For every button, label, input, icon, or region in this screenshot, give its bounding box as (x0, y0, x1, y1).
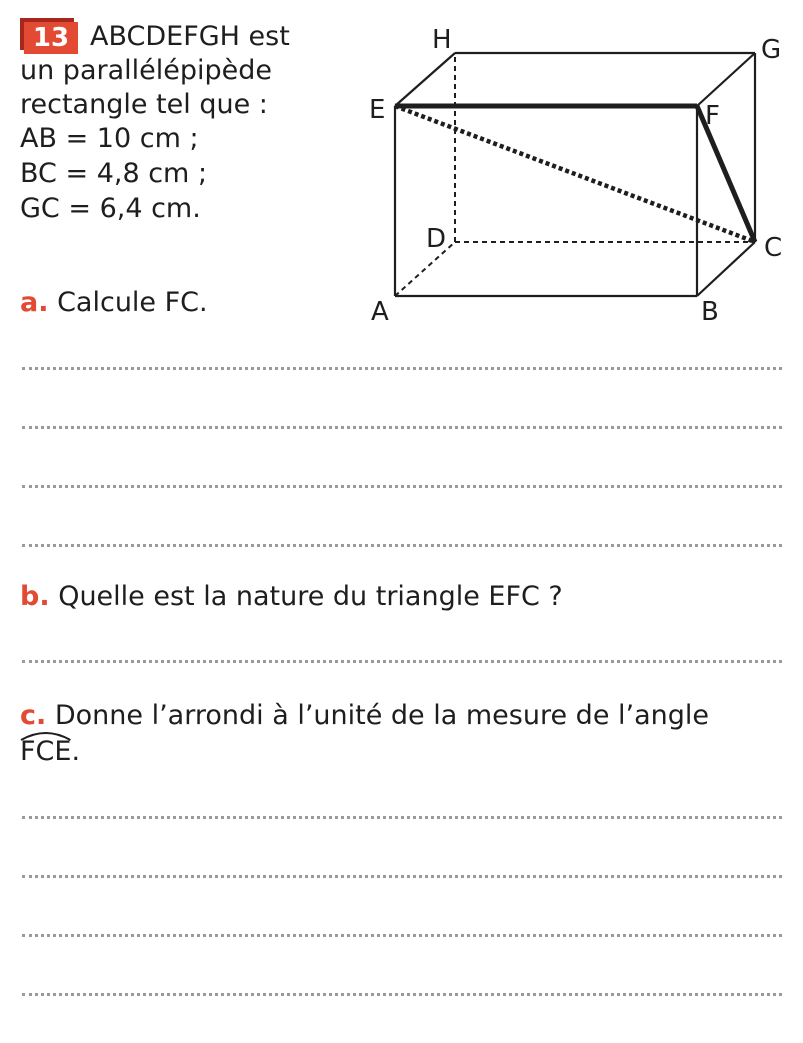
exercise-number: 13 (24, 22, 78, 54)
vertex-label-A: A (371, 297, 389, 327)
statement-line-3: rectangle tel que : (20, 89, 268, 120)
vertex-label-B: B (701, 297, 719, 327)
question-b (20, 580, 563, 614)
vertex-label-G: G (761, 35, 782, 65)
question-a-letter: a. (20, 287, 49, 318)
vertex-label-C: C (764, 233, 783, 263)
cuboid-figure (360, 20, 800, 330)
answer-line-a-4[interactable] (22, 544, 782, 547)
vertex-label-F: F (705, 101, 720, 131)
segment-EC-dotted (395, 106, 755, 242)
answer-line-b-1[interactable] (22, 660, 782, 663)
answer-line-a-1[interactable] (22, 367, 782, 370)
question-c-angle-line (20, 735, 80, 769)
question-b-letter: b. (20, 581, 50, 612)
edge-FG (697, 53, 755, 106)
answer-line-c-3[interactable] (22, 934, 782, 937)
edge-EH (395, 53, 455, 106)
statement-line-1: ABCDEFGH est (90, 21, 290, 52)
angle-name-text: FCE (20, 736, 72, 767)
edge-BC (697, 242, 755, 296)
angle-arc-icon (20, 729, 71, 741)
question-b-text: Quelle est la nature du triangle EFC ? (58, 581, 563, 612)
angle-name (20, 735, 71, 769)
answer-line-c-2[interactable] (22, 875, 782, 878)
question-c-text: Donne l’arrondi à l’unité de la mesure de l’angle (54, 700, 710, 731)
statement-line-2: un parallélépipède (20, 55, 273, 86)
vertex-label-E: E (369, 95, 386, 125)
statement-line-4: AB = 10 cm ; (20, 123, 199, 154)
answer-line-c-1[interactable] (22, 816, 782, 819)
vertex-label-D: D (426, 224, 447, 254)
question-a-text: Calcule FC. (57, 287, 208, 318)
question-a (20, 286, 208, 320)
exercise-number-badge (20, 18, 78, 54)
answer-line-a-2[interactable] (22, 426, 782, 429)
vertex-label-H: H (432, 25, 452, 55)
question-c (20, 699, 709, 733)
question-c-letter: c. (20, 700, 47, 731)
statement-line-6: GC = 6,4 cm. (20, 193, 201, 224)
statement-line-5: BC = 4,8 cm ; (20, 158, 208, 189)
answer-line-c-4[interactable] (22, 993, 782, 996)
answer-line-a-3[interactable] (22, 485, 782, 488)
angle-period: . (71, 736, 81, 767)
